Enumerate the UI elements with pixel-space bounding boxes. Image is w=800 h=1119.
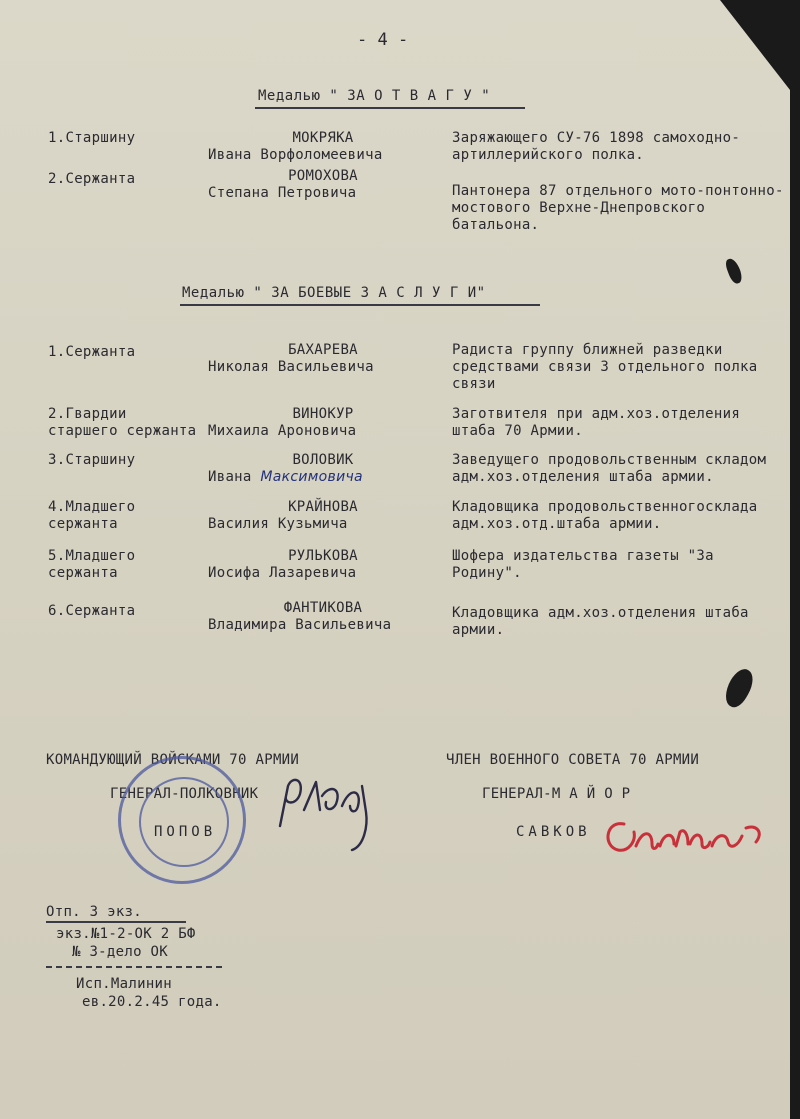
entry-rank: 2.Гвардии старшего сержанта [48,406,197,439]
entry-surname: РОМОХОВА [288,168,358,184]
entry-position: Шофера издательства газеты "За Родину". [452,548,714,581]
entry-position: Пантонера 87 отдельного мото-понтонно-мостового Верхне-Днепровского батальона. [452,183,784,233]
entry-name: Ивана [208,469,252,485]
signature-right-title: ЧЛЕН ВОЕННОГО СОВЕТА 70 АРМИИ [446,752,700,768]
entry-position: Заряжающего СУ-76 1898 самоходно-артиллерийского полка. [452,130,741,163]
entry-name: Иосифа Лазаревича [208,565,357,581]
entry-surname: МОКРЯКА [292,130,354,146]
entry-rank: 4.Младшего сержанта [48,499,136,532]
footer-copy-distribution: экз.№1-2-ОК 2 БФ [56,926,196,942]
entry-name: Николая Васильевича [208,359,374,375]
entry-person [208,342,438,376]
entry-person [208,499,438,533]
signature-left-name: ПОПОВ [154,824,217,840]
ink-blot [719,665,758,711]
entry-position: Кладовщика адм.хоз.отделения штаба армии. [452,605,749,638]
entry-rank: 2.Сержанта [48,171,136,187]
signature-right-rank: ГЕНЕРАЛ-М А Й О Р [482,786,631,802]
entry-name: Владимира Васильевича [208,617,392,633]
round-seal [118,756,246,884]
entry-position: Заготвителя при адм.хоз.отделения штаба 70 Армии. [452,406,741,439]
page-number: - 4 - [357,30,409,50]
entry-name: Ивана Ворфоломеевича [208,147,383,163]
entry-person [208,600,438,634]
entry-rank: 3.Старшину [48,452,136,468]
entry-position: Кладовщика продовольственногосклада адм.хоз.отд.штаба армии. [452,499,758,532]
footer-file: № 3-дело ОК [72,944,169,960]
footer-date: ев.20.2.45 года. [82,994,222,1010]
entry-person [208,406,438,440]
signature-right-name: САВКОВ [516,824,591,840]
entry-position: Заведущего продовольственным складом адм.хоз.отделения штаба армии. [452,452,767,485]
entry-rank: 1.Сержанта [48,344,136,360]
entry-surname: РУЛЬКОВА [288,548,358,564]
entry-person [208,168,438,202]
entry-person [208,130,438,164]
section-underline [180,304,540,306]
entry-position: Радиста группу ближней разведки средствами связи 3 отдельного полка связи [452,342,758,392]
torn-corner [720,0,790,90]
footer-underline [46,921,186,923]
entry-person [208,548,438,582]
signature-popov [270,766,400,856]
entry-surname: ФАНТИКОВА [283,600,363,616]
entry-rank: 1.Старшину [48,130,136,146]
entry-rank: 6.Сержанта [48,603,136,619]
entry-rank: 5.Младшего сержанта [48,548,136,581]
section-underline [255,107,525,109]
footer-executor: Исп.Малинин [76,976,173,992]
section-title-otvaga: Медалью " ЗА О Т В А Г У " [258,88,491,104]
entry-surname: БАХАРЕВА [288,342,358,358]
handwritten-patronymic: Максимовича [260,469,363,485]
signature-savkov [596,806,776,866]
entry-name: Василия Кузьмича [208,516,348,532]
ink-blot [724,257,744,286]
entry-name: Михаила Ароновича [208,423,357,439]
section-title-boevye: Медалью " ЗА БОЕВЫЕ З А С Л У Г И" [182,285,486,301]
signature-left-title: КОМАНДУЮЩИЙ ВОЙСКАМИ 70 АРМИИ [46,752,300,768]
entry-surname: ВИНОКУР [292,406,354,422]
entry-person [208,452,438,486]
entry-surname: ВОЛОВИК [292,452,354,468]
seal-inner-ring [139,777,229,867]
footer-separator [46,966,222,968]
signature-left-rank: ГЕНЕРАЛ-ПОЛКОВНИК [110,786,259,802]
entry-name: Степана Петровича [208,185,357,201]
footer-copies: Отп. 3 экз. [46,904,143,920]
entry-surname: КРАЙНОВА [288,499,358,515]
